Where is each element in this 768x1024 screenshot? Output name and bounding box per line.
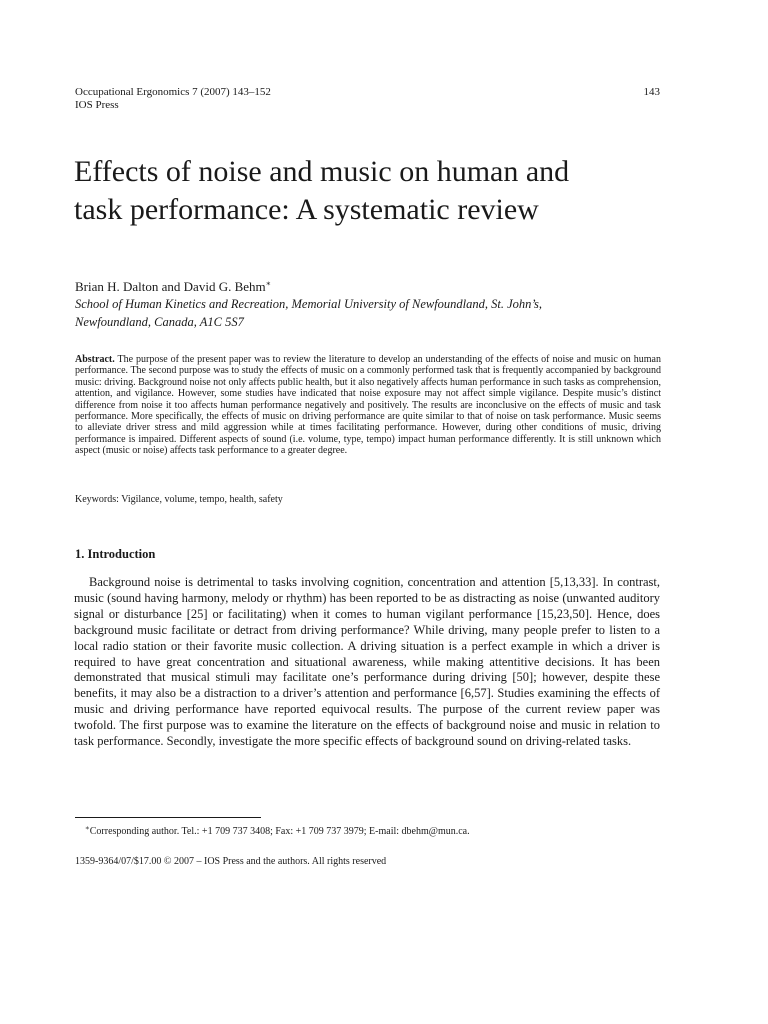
corresponding-author-footnote [85,822,470,838]
author-names: Brian H. Dalton and David G. Behm [75,279,266,294]
title-line-1: Effects of noise and music on human and [74,155,570,188]
copyright-line: 1359-9364/07/$17.00 © 2007 – IOS Press and the authors. All rights reserved [75,856,387,867]
journal-citation: Occupational Ergonomics 7 (2007) 143–152 [75,86,271,98]
keywords: Keywords: Vigilance, volume, tempo, health, safety [75,494,283,505]
footnote-divider [75,817,261,818]
affiliation-line-2: Newfoundland, Canada, A1C 5S7 [75,315,244,329]
abstract-label: Abstract. [75,354,115,365]
section-heading-introduction: 1. Introduction [75,547,156,561]
introduction-paragraph: Background noise is detrimental to tasks involving cognition, concentration and attention [5,13,33]. In contrast, music (sound having harmony, melody or rhythm) has been reported to be as distracting as noise (unwanted auditory signal or disturbance [25] or facilitating) when it comes to human vigilant performance [15,23,50]. Hence, does background music facilitate or detract from driving performance? While driving, many people prefer to listen to a local radio station or their favorite music collection. A driving situation is a perfect example in which a driver is required to have great concentration and situational awareness, while making attentitive decisions. It has been demonstrated that musical stimuli may facilitate one’s performance during driving [50]; however, despite these benefits, it may also be a distraction to a driver’s attention and performance [6,57]. Studies examining the effects of music and driving performance have reported equivocal results. The purpose of the current review paper was twofold. The first purpose was to examine the literature on the effects of background noise and music in relation to task performance. Secondly, investigate the more specific effects of background sound on driving-related tasks. [74,575,660,749]
author-affiliation [75,295,665,331]
corresponding-author-marker: ∗ [265,279,272,288]
affiliation-line-1: School of Human Kinetics and Recreation, Memorial University of Newfoundland, St. John’s, [75,297,542,311]
footnote-marker: ∗ [85,824,90,832]
abstract-text: The purpose of the present paper was to review the literature to develop an understanding of the effects of noise and music on human performance. The second purpose was to study the effects of music on a commonly performed task that is frequently accompanied by background music: driving. Background noise not only affects public health, but it also negatively affects human performance in such tasks as comprehension, attention, and vigilance. However, some studies have indicated that noise exposure may not affect simple vigilance. Despite music’s distinct difference from noise it too affects human performance negatively and positively. The results are inconclusive on the effects of music and task performance. More specifically, the effects of music on driving performance are quite similar to that of noise on task performance. Music seems to alleviate driver stress and mild aggression while at times facilitating performance. However, during other conditions of music, driving performance is impaired. Different aspects of sound (i.e. volume, type, tempo) impact human performance differently. It is still unknown which aspect (music or noise) affects task performance to a greater degree. [75,354,661,457]
publisher-name: IOS Press [75,99,119,111]
running-header [75,86,271,112]
author-list [75,276,271,295]
footnote-text: Corresponding author. Tel.: +1 709 737 3408; Fax: +1 709 737 3979; E-mail: dbehm@mun.ca. [89,826,470,837]
page-number: 143 [643,86,660,98]
paper-title [74,153,674,229]
abstract [75,354,661,457]
title-line-2: task performance: A systematic review [74,193,539,226]
